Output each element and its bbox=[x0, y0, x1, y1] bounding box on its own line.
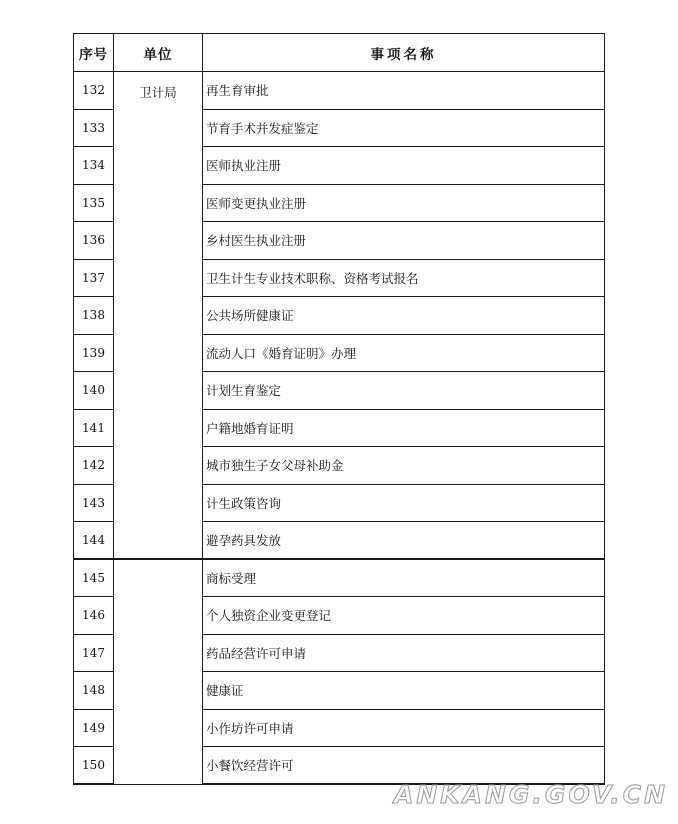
row-number: 135 bbox=[74, 184, 114, 222]
row-number: 134 bbox=[74, 147, 114, 185]
row-number: 148 bbox=[74, 672, 114, 710]
row-number: 139 bbox=[74, 334, 114, 372]
item-name: 避孕药具发放 bbox=[203, 522, 605, 560]
item-name: 流动人口《婚育证明》办理 bbox=[203, 334, 605, 372]
row-number: 146 bbox=[74, 597, 114, 635]
unit-cell: 卫计局 bbox=[114, 72, 203, 560]
table-row bbox=[74, 72, 605, 110]
row-number: 132 bbox=[74, 72, 114, 110]
unit-cell bbox=[114, 559, 203, 784]
item-name: 个人独资企业变更登记 bbox=[203, 597, 605, 635]
header-item-name: 事项名称 bbox=[203, 34, 605, 72]
item-name: 医师执业注册 bbox=[203, 147, 605, 185]
row-number: 137 bbox=[74, 259, 114, 297]
site-watermark: ANKANG.GOV.CN bbox=[394, 780, 669, 809]
item-name: 卫生计生专业技术职称、资格考试报名 bbox=[203, 259, 605, 297]
item-name: 乡村医生执业注册 bbox=[203, 222, 605, 260]
item-name: 再生育审批 bbox=[203, 72, 605, 110]
item-name: 节育手术并发症鉴定 bbox=[203, 109, 605, 147]
header-unit: 单位 bbox=[114, 34, 203, 72]
row-number: 144 bbox=[74, 522, 114, 560]
row-number: 140 bbox=[74, 372, 114, 410]
services-table bbox=[73, 33, 605, 785]
row-number: 143 bbox=[74, 484, 114, 522]
item-name: 户籍地婚育证明 bbox=[203, 409, 605, 447]
row-number: 141 bbox=[74, 409, 114, 447]
row-number: 150 bbox=[74, 747, 114, 785]
item-name: 计生政策咨询 bbox=[203, 484, 605, 522]
row-number: 136 bbox=[74, 222, 114, 260]
item-name: 商标受理 bbox=[203, 559, 605, 597]
row-number: 145 bbox=[74, 559, 114, 597]
row-number: 149 bbox=[74, 709, 114, 747]
row-number: 133 bbox=[74, 109, 114, 147]
item-name: 公共场所健康证 bbox=[203, 297, 605, 335]
header-number: 序号 bbox=[74, 34, 114, 72]
table-row bbox=[74, 559, 605, 597]
item-name: 药品经营许可申请 bbox=[203, 634, 605, 672]
row-number: 138 bbox=[74, 297, 114, 335]
row-number: 147 bbox=[74, 634, 114, 672]
item-name: 城市独生子女父母补助金 bbox=[203, 447, 605, 485]
item-name: 医师变更执业注册 bbox=[203, 184, 605, 222]
item-name: 计划生育鉴定 bbox=[203, 372, 605, 410]
table-header-row bbox=[74, 34, 605, 72]
row-number: 142 bbox=[74, 447, 114, 485]
item-name: 小餐饮经营许可 bbox=[203, 747, 605, 785]
item-name: 健康证 bbox=[203, 672, 605, 710]
item-name: 小作坊许可申请 bbox=[203, 709, 605, 747]
